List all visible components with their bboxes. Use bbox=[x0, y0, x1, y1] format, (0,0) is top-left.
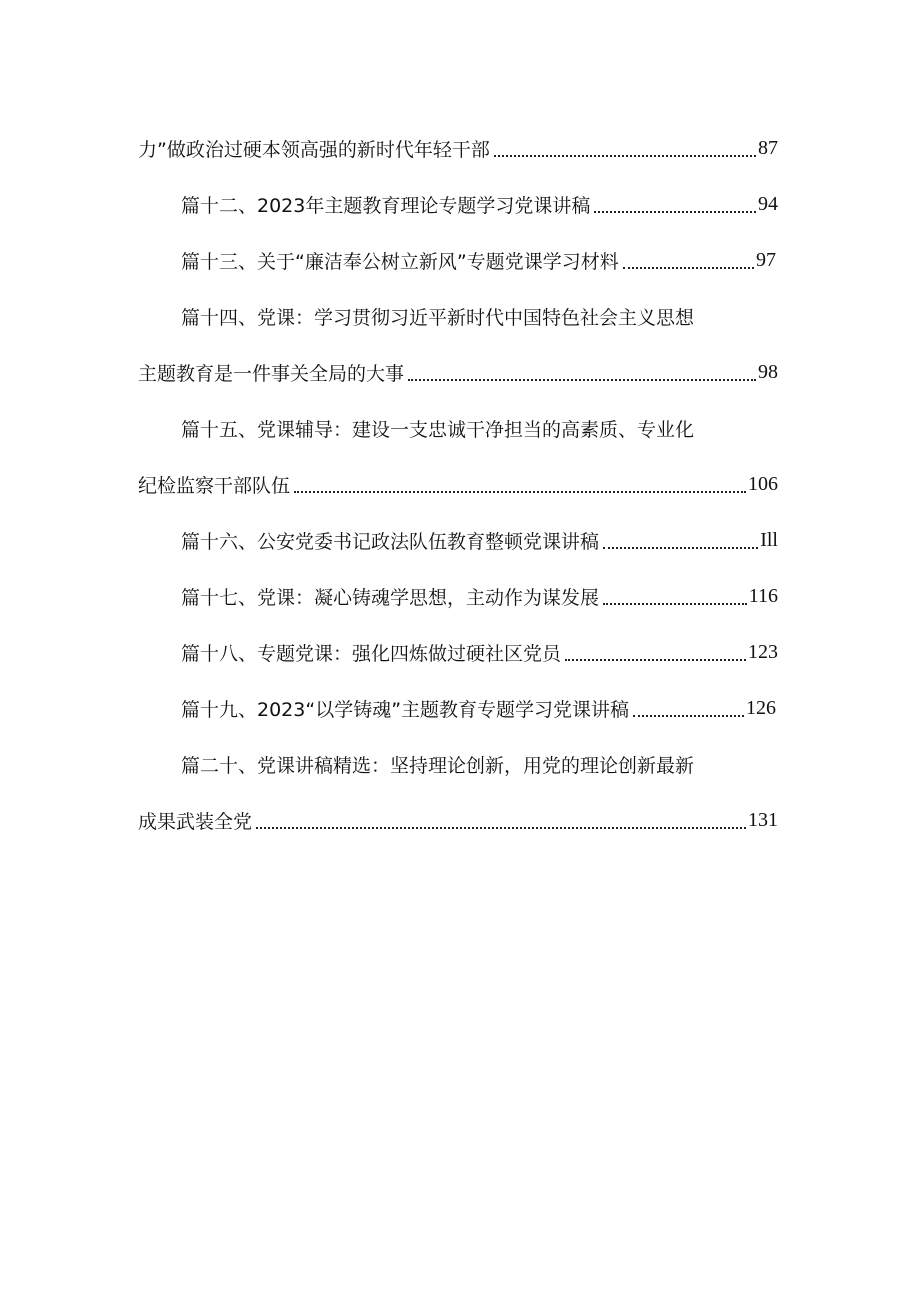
toc-entry-title: 篇十四、党课：学习贯彻习近平新时代中国特色社会主义思想 bbox=[181, 306, 695, 329]
toc-entry-page: 131 bbox=[748, 808, 778, 831]
toc-entry[interactable] bbox=[138, 120, 778, 176]
toc-entry-page: 87 bbox=[758, 136, 778, 159]
toc-entry-page: 98 bbox=[758, 360, 778, 383]
toc-entry[interactable] bbox=[138, 736, 778, 792]
toc-entry-page: 97 bbox=[756, 248, 776, 271]
dot-leader bbox=[594, 210, 756, 213]
toc-entry-title: 篇十六、公安党委书记政法队伍教育整顿党课讲稿 bbox=[181, 530, 600, 553]
toc-entry-page: Ill bbox=[760, 528, 778, 551]
toc-entry-page: 123 bbox=[748, 640, 778, 663]
toc-entry-page: 116 bbox=[748, 584, 778, 607]
table-of-contents bbox=[138, 120, 778, 848]
toc-entry[interactable] bbox=[138, 792, 778, 848]
toc-entry-title: 篇十七、党课：凝心铸魂学思想，主动作为谋发展 bbox=[181, 586, 600, 609]
toc-entry[interactable] bbox=[138, 568, 778, 624]
toc-entry[interactable] bbox=[138, 680, 776, 736]
toc-entry[interactable] bbox=[138, 232, 776, 288]
toc-entry[interactable] bbox=[138, 176, 778, 232]
toc-entry-page: 126 bbox=[746, 696, 776, 719]
dot-leader bbox=[623, 266, 754, 269]
dot-leader bbox=[294, 490, 746, 493]
toc-entry-title: 主题教育是一件事关全局的大事 bbox=[138, 362, 405, 385]
toc-entry[interactable] bbox=[138, 624, 778, 680]
toc-entry-title: 篇十五、党课辅导：建设一支忠诚干净担当的高素质、专业化 bbox=[181, 418, 695, 441]
toc-entry-title: 篇十八、专题党课：强化四炼做过硬社区党员 bbox=[181, 642, 562, 665]
dot-leader bbox=[256, 826, 746, 829]
toc-entry-page: 106 bbox=[748, 472, 778, 495]
dot-leader bbox=[494, 154, 756, 157]
toc-entry-page: 94 bbox=[758, 192, 778, 215]
dot-leader bbox=[633, 714, 744, 717]
toc-entry[interactable] bbox=[138, 344, 778, 400]
toc-entry-title: 篇十九、2023“以学铸魂”主题教育专题学习党课讲稿 bbox=[181, 698, 630, 721]
toc-entry-title: 篇十二、2023年主题教育理论专题学习党课讲稿 bbox=[181, 194, 591, 217]
toc-entry-title: 纪检监察干部队伍 bbox=[138, 474, 291, 497]
toc-entry-title: 篇二十、党课讲稿精选：坚持理论创新，用党的理论创新最新 bbox=[181, 754, 695, 777]
dot-leader bbox=[408, 378, 756, 381]
toc-entry-title: 成果武装全党 bbox=[138, 810, 253, 833]
toc-entry[interactable] bbox=[138, 288, 778, 344]
toc-entry[interactable] bbox=[138, 512, 778, 568]
dot-leader bbox=[565, 658, 746, 661]
dot-leader bbox=[603, 546, 758, 549]
toc-entry-title: 篇十三、关于“廉洁奉公树立新风”专题党课学习材料 bbox=[181, 250, 619, 273]
toc-entry[interactable] bbox=[138, 400, 778, 456]
toc-entry-title: 力”做政治过硬本领高强的新时代年轻干部 bbox=[138, 138, 490, 161]
toc-entry[interactable] bbox=[138, 456, 778, 512]
dot-leader bbox=[603, 602, 747, 605]
